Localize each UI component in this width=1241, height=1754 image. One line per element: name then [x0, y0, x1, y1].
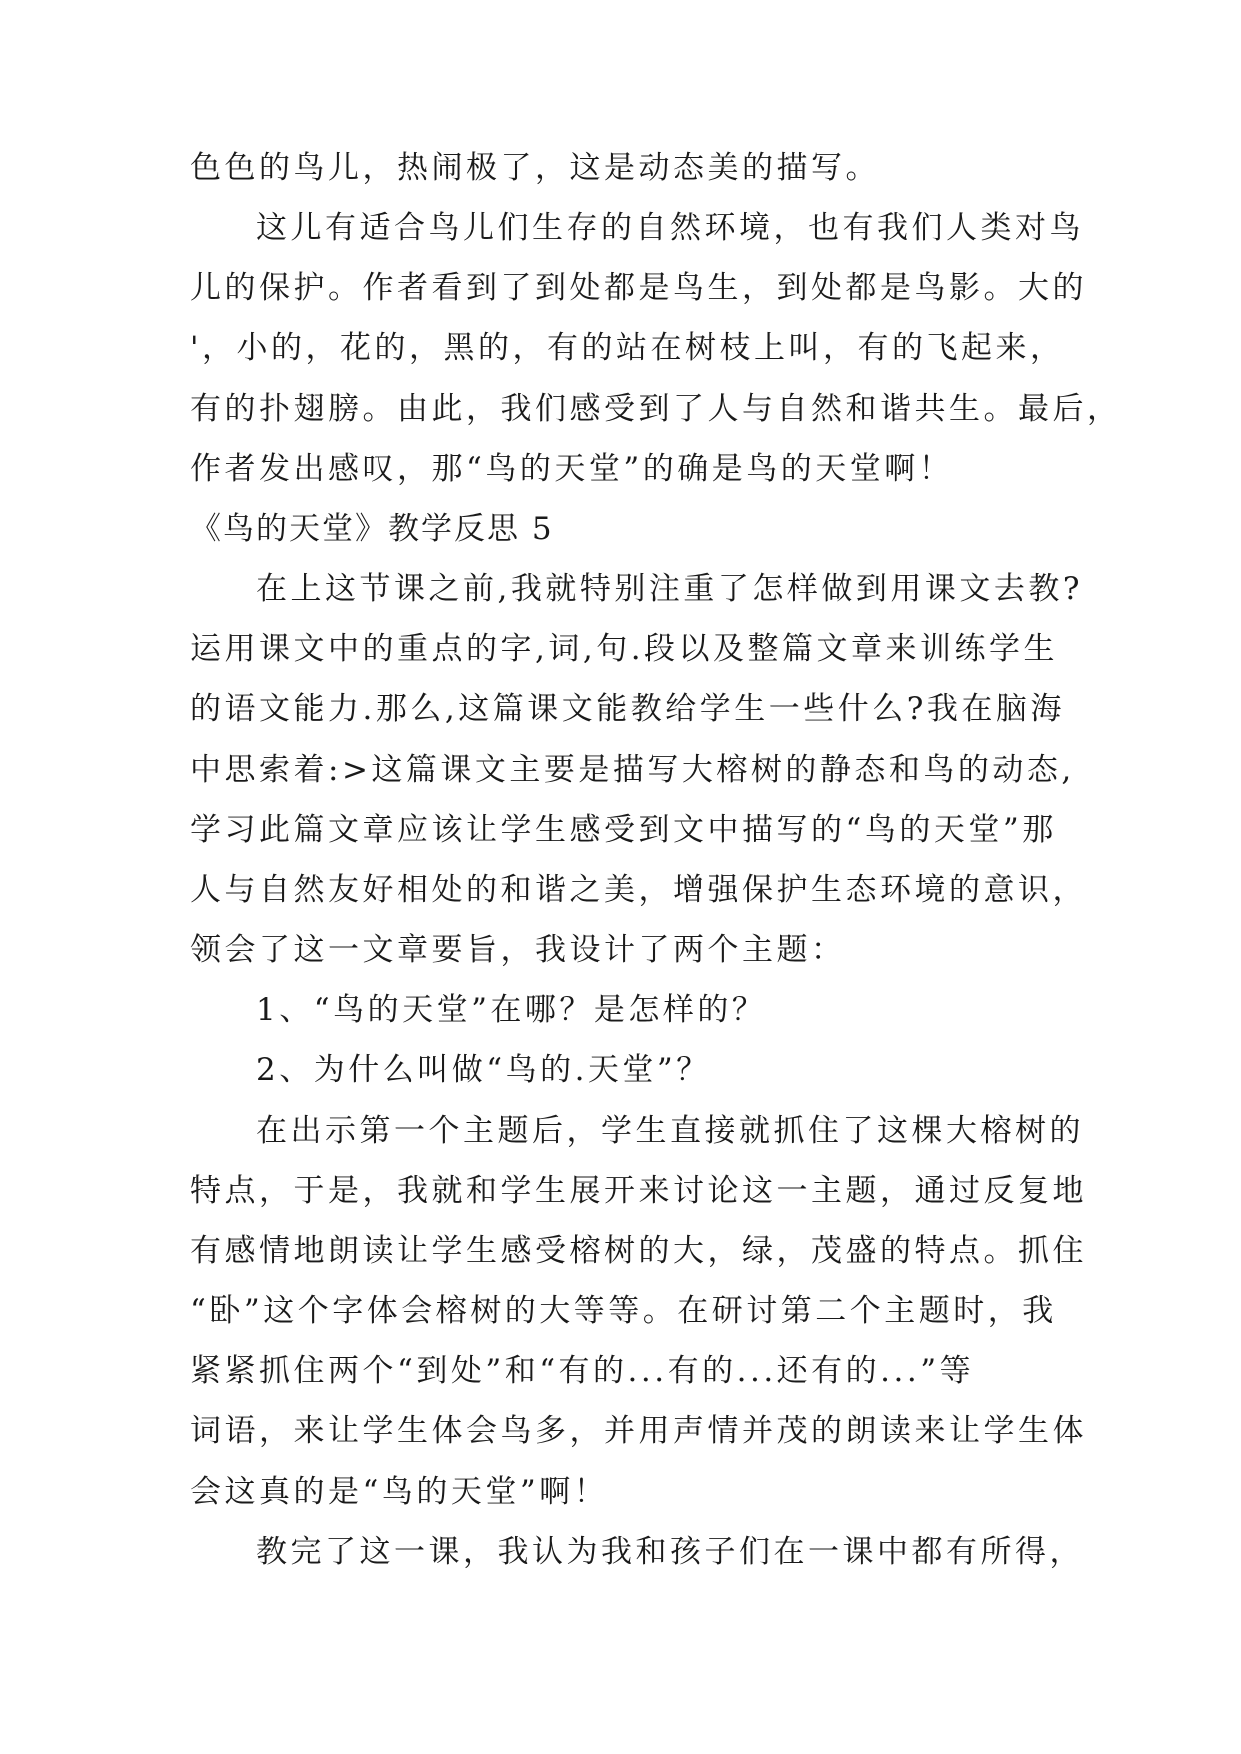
text-line: 人与自然友好相处的和谐之美，增强保护生态环境的意识， [190, 872, 1087, 908]
text-line: 运用课文中的重点的字,词,句.段以及整篇文章来训练学生 [190, 631, 1059, 667]
list-item: 2、为什么叫做“鸟的.天堂”？ [256, 1052, 711, 1088]
list-item: 1、“鸟的天堂”在哪？是怎样的？ [256, 992, 767, 1028]
text-line: 领会了这一文章要旨，我设计了两个主题： [190, 932, 846, 968]
text-line: 中思索着:>这篇课文主要是描写大榕树的静态和鸟的动态, [190, 752, 1075, 788]
text-line: 色色的鸟儿，热闹极了，这是动态美的描写。 [190, 150, 880, 186]
text-line: 会这真的是“鸟的天堂”啊！ [190, 1474, 609, 1510]
paragraph-start-line: 教完了这一课，我认为我和孩子们在一课中都有所得， [256, 1534, 1084, 1570]
text-line: 学习此篇文章应该让学生感受到文中描写的“鸟的天堂”那 [190, 812, 1057, 848]
text-line: 有感情地朗读让学生感受榕树的大，绿，茂盛的特点。抓住 [190, 1233, 1087, 1269]
text-line: 特点，于是，我就和学生展开来讨论这一主题，通过反复地 [190, 1173, 1087, 1209]
text-line: 儿的保护。作者看到了到处都是鸟生，到处都是鸟影。大的 [190, 270, 1087, 306]
text-line: 紧紧抓住两个“到处”和“有的...有的...还有的...”等 [190, 1353, 975, 1389]
text-line: 的语文能力.那么,这篇课文能教给学生一些什么?我在脑海 [190, 691, 1065, 727]
text-line: “卧”这个字体会榕树的大等等。在研讨第二个主题时，我 [190, 1293, 1057, 1329]
paragraph-start-line: 在上这节课之前,我就特别注重了怎样做到用课文去教? [256, 571, 1083, 607]
paragraph-start-line: 这儿有适合鸟儿们生存的自然环境，也有我们人类对鸟 [256, 210, 1084, 246]
text-line: 作者发出感叹，那“鸟的天堂”的确是鸟的天堂啊！ [190, 451, 954, 487]
text-line: 有的扑翅膀。由此，我们感受到了人与自然和谐共生。最后， [190, 391, 1122, 427]
section-heading: 《鸟的天堂》教学反思 5 [190, 511, 554, 547]
paragraph-start-line: 在出示第一个主题后，学生直接就抓住了这棵大榕树的 [256, 1113, 1084, 1149]
text-line: '，小的，花的，黑的，有的站在树枝上叫，有的飞起来， [190, 330, 1065, 366]
text-line: 词语，来让学生体会鸟多，并用声情并茂的朗读来让学生体 [190, 1413, 1087, 1449]
